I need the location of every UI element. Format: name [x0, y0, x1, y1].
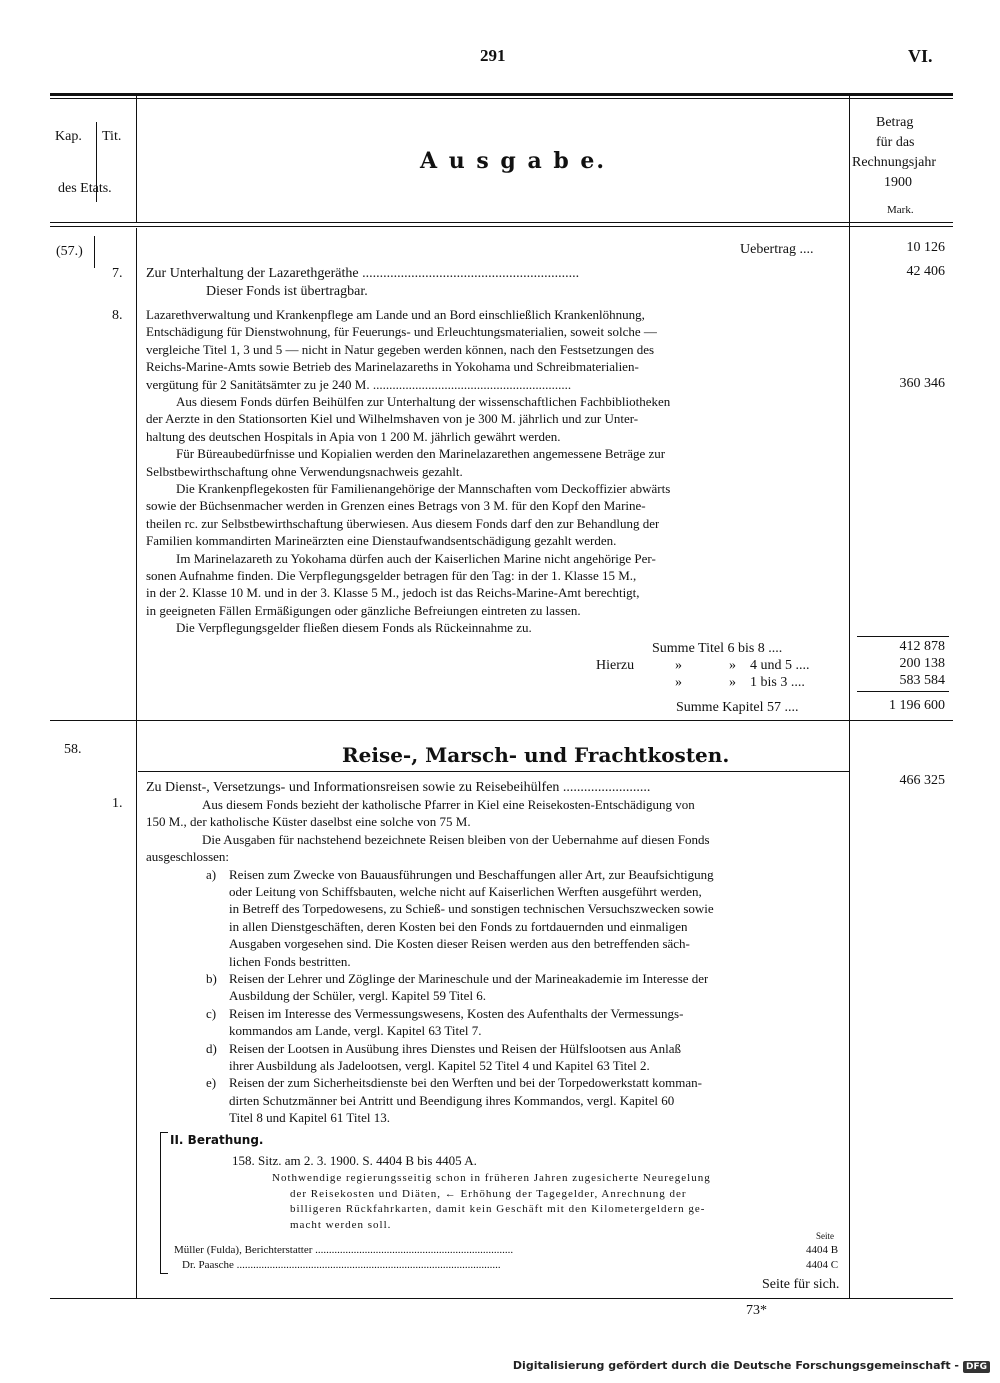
list-item-line: Reisen zum Zwecke von Bauausführungen und Beschaffungen aller Art, zur Beaufsichtigung [229, 866, 714, 882]
tit8-line: sonen Aufnahme finden. Die Verpflegungsgelder betragen für den Tag: in der 1. Klasse 15 M., [146, 568, 637, 583]
list-item-marker: c) [206, 1005, 217, 1021]
sum-4-5-label: 4 und 5 .... [750, 658, 810, 673]
col-header-des-etats: des Etats. [58, 181, 112, 196]
hierzu-label: Hierzu [596, 658, 635, 673]
section-roman: VI. [908, 46, 933, 66]
beratung-line: macht werden soll. [290, 1218, 392, 1231]
header-bottom-rule-2 [50, 226, 953, 227]
beratung-box-left [160, 1132, 161, 1274]
tit8-number: 8. [112, 308, 123, 323]
tit7-text: Zur Unterhaltung der Lazarethgeräthe .............................................................. [146, 266, 580, 281]
beratung-line: billigeren Rückfahrkarten, damit kein Geschäft mit den Kilometergeldern ge- [290, 1203, 706, 1215]
list-item-line: Ausgaben vorgesehen sind. Die Kosten dieser Reisen werden aus den betreffenden säch- [229, 936, 690, 952]
tit8-line: der Aerzte in den Stationsorten Kiel und Wilhelmshaven von je 300 M. jährlich und zur Unter- [146, 411, 639, 427]
list-item-line: Reisen der Lehrer und Zöglinge der Marineschule und der Marineakademie im Interesse der [229, 971, 709, 986]
tit8-line: sowie der Büchsenmacher werden in Grenzen eines Betrags von 3 M. für den Kopf den Marine- [146, 498, 646, 514]
beratung-seite-label: Seite [816, 1231, 834, 1241]
tit7-value: 42 406 [906, 264, 945, 279]
top-rule-thick [50, 93, 953, 96]
kap57-label: (57.) [56, 244, 83, 259]
betrag-line3: Rechnungsjahr [852, 155, 936, 170]
tit8-line: in der 2. Klasse 10 M. und in der 3. Klasse 5 M., jedoch ist das Reichs-Marine-Amt berechtigt, [146, 585, 640, 601]
tit7-note: Dieser Fonds ist übertragbar. [206, 284, 368, 299]
col-line-tit [136, 96, 137, 222]
beratung-line: Nothwendige regierungsseitig schon in früheren Jahren zugesicherte Neuregelung [272, 1172, 711, 1184]
kap58-heading-rule [138, 771, 849, 772]
speaker-1-page: 4404 B [806, 1244, 839, 1256]
dfg-logo-icon: DFG [963, 1361, 990, 1373]
table-title: A u s g a b e. [420, 148, 607, 174]
beratung-line: der Reisekosten und Diäten, ← Erhöhung der Tagegelder, Anrechnung der [290, 1187, 687, 1200]
sum-rule-bottom [857, 691, 949, 692]
ditto-2: » [729, 658, 736, 673]
col-line-tit-body [136, 228, 137, 1298]
list-item-line: Reisen der Lootsen in Ausübung ihres Dienstes und Reisen der Hülfslootsen aus Anlaß [229, 1040, 682, 1056]
list-item-line: dirten Schutzmänner bei Antritt und Beendigung ihres Kommandos, vergl. Kapitel 60 [229, 1092, 675, 1108]
sum-1-3-value: 583 584 [899, 673, 945, 688]
tit8-line: vergleiche Titel 1, 3 und 5 — nicht in Natur gegeben werden können, nach den Festsetzungen des [146, 341, 655, 357]
kap57-end-rule [50, 720, 953, 721]
sum-rule-top [857, 636, 949, 637]
ditto-3: » [675, 675, 682, 690]
kap58-tit1-text: Zu Dienst-, Versetzungs- und Informationsreisen sowie zu Reisebeihülfen ......................... [146, 780, 651, 795]
col-header-kap: Kap. [55, 129, 82, 144]
speaker-2: Dr. Paasche ................................................................................................ [182, 1259, 501, 1271]
tit8-line: Aus diesem Fonds dürfen Beihülfen zur Unterhaltung der wissenschaftlichen Fachbibliotheken [176, 394, 671, 409]
tit8-line: in geeigneten Fällen Ermäßigungen oder gänzliche Befreiungen eintreten zu lassen. [146, 602, 581, 618]
page-number: 291 [480, 46, 506, 65]
list-item-line: Ausbildung der Schüler, vergl. Kapitel 59 Titel 6. [229, 988, 487, 1004]
tit8-line: Im Marinelazareth zu Yokohama dürfen auch der Kaiserlichen Marine nicht angehörige Per- [176, 550, 656, 566]
seite-fuer-sich: Seite für sich. [762, 1277, 840, 1292]
tit8-line: Entschädigung für Dienstwohnung, für Feuerungs- und Erleuchtungsmaterialien, soweit solche — [146, 324, 657, 340]
header-bottom-rule [50, 222, 953, 223]
tit8-line: Die Verpflegungsgelder fließen diesem Fonds als Rückeinnahme zu. [176, 620, 532, 636]
tit8-line: Die Krankenpflegekosten für Familienangehörige der Mannschaften vom Deckoffizier abwärts [176, 481, 671, 496]
top-rule-thin [50, 98, 953, 99]
kap58-label: 58. [64, 742, 82, 757]
speaker-1: Müller (Fulda), Berichterstatter ........................................................................ [174, 1244, 514, 1256]
tit8-line: Für Büreaubedürfnisse und Kopialien werden den Marinelazarethen angemessene Beträge zur [176, 446, 666, 462]
kap58-tit1-value: 466 325 [899, 773, 945, 788]
footer-credit [513, 1359, 990, 1373]
list-item-line: ihrer Ausbildung als Jadelootsen, vergl. Kapitel 52 Titel 4 und Kapitel 63 Titel 2. [229, 1058, 650, 1073]
footer-text: Digitalisierung gefördert durch die Deutsche Forschungsgemeinschaft - [512, 1359, 959, 1372]
tit7-number: 7. [112, 266, 123, 281]
kap58-heading: Reise-, Marsch- und Frachtkosten. [342, 743, 730, 767]
betrag-line2: für das [876, 135, 915, 150]
tit8-line: haltung des deutschen Hospitals in Apia von 1 200 M. jährlich gewährt werden. [146, 428, 561, 444]
kap57-bracket [94, 236, 95, 268]
list-item-line: Reisen der zum Sicherheitsdienste bei den Werften und bei der Torpedowerkstatt komman- [229, 1075, 703, 1091]
sum-kap57-label: Summe Kapitel 57 .... [676, 700, 799, 715]
bottom-rule [50, 1298, 953, 1299]
tit1-line: Die Ausgaben für nachstehend bezeichnete Reisen bleiben von der Uebernahme auf diesen Fonds [202, 831, 710, 847]
list-item-line: Reisen im Interesse des Vermessungswesens, Kosten des Aufenthalts der Vermessungs- [229, 1005, 684, 1021]
sum-6-8-label: Summe Titel 6 bis 8 .... [652, 641, 783, 656]
list-item-line: oder Leitung von Schiffsbauten, welche nicht auf Kaiserlichen Werften ausgeführt werden, [229, 884, 702, 899]
signature-mark: 73* [746, 1303, 767, 1318]
betrag-year: 1900 [884, 175, 912, 190]
col-line-betrag [849, 96, 850, 1298]
beratung-box-top [160, 1132, 168, 1133]
tit8-line: Selbstbewirthschaftung ohne Verwendungsnachweis gezahlt. [146, 463, 463, 479]
beratung-box-bottom [160, 1273, 168, 1274]
list-item-marker: a) [206, 866, 217, 882]
tit1-line: Aus diesem Fonds bezieht der katholische Pfarrer in Kiel eine Reisekosten-Entschädigung von [202, 797, 695, 812]
kap58-tit1-number: 1. [112, 796, 123, 811]
col-header-tit: Tit. [102, 129, 122, 144]
sum-kap57-value: 1 196 600 [889, 698, 945, 713]
beratung-title: II. Berathung. [170, 1133, 264, 1147]
betrag-line1: Betrag [876, 115, 914, 130]
list-item-line: lichen Fonds bestritten. [229, 953, 351, 969]
uebertrag-value: 10 126 [906, 240, 945, 255]
list-item-line: in Betreff des Torpedowesens, zu Schieß- und sonstigen technischen Versuchszwecken sowie [229, 901, 714, 917]
tit8-line: vergütung für 2 Sanitätsämter zu je 240 M. ............................................................. [146, 376, 572, 392]
tit1-line: 150 M., der katholische Küster daselbst eine solche von 75 M. [146, 814, 471, 830]
list-item-line: in allen Dienstgeschäften, deren Kosten bei den Fonds zu fortdauernden und einmaligen [229, 918, 688, 934]
tit8-value: 360 346 [899, 376, 945, 391]
tit8-line: Lazarethverwaltung und Krankenpflege am Lande und an Bord einschließlich Krankenlöhnung, [146, 307, 645, 322]
sum-6-8-value: 412 878 [899, 639, 945, 654]
tit8-line: Reichs-Marine-Amts sowie Betrieb des Marinelazareths in Yokohama und Schreibmaterialien- [146, 359, 639, 375]
tit1-line: ausgeschlossen: [146, 849, 230, 865]
betrag-unit: Mark. [887, 204, 914, 216]
tit8-line: Familien kommandirten Marineärzten eine Dienstaufwandsentschädigung gezahlt werden. [146, 533, 617, 549]
uebertrag-label: Uebertrag .... [740, 242, 814, 257]
sum-1-3-label: 1 bis 3 .... [750, 675, 805, 690]
list-item-line: kommandos am Lande, vergl. Kapitel 63 Titel 7. [229, 1023, 482, 1039]
list-item-marker: e) [206, 1075, 217, 1091]
speaker-2-page: 4404 C [806, 1259, 839, 1271]
tit8-line: theilen rc. zur Selbstbewirthschaftung überwiesen. Aus diesem Fonds darf den zur Behandlung der [146, 515, 660, 531]
sum-4-5-value: 200 138 [899, 656, 945, 671]
ditto-1: » [675, 658, 682, 673]
ditto-4: » [729, 675, 736, 690]
list-item-marker: d) [206, 1040, 217, 1056]
list-item-line: Titel 8 und Kapitel 61 Titel 13. [229, 1110, 390, 1126]
beratung-session: 158. Sitz. am 2. 3. 1900. S. 4404 B bis 4405 A. [232, 1153, 477, 1168]
list-item-marker: b) [206, 971, 217, 986]
